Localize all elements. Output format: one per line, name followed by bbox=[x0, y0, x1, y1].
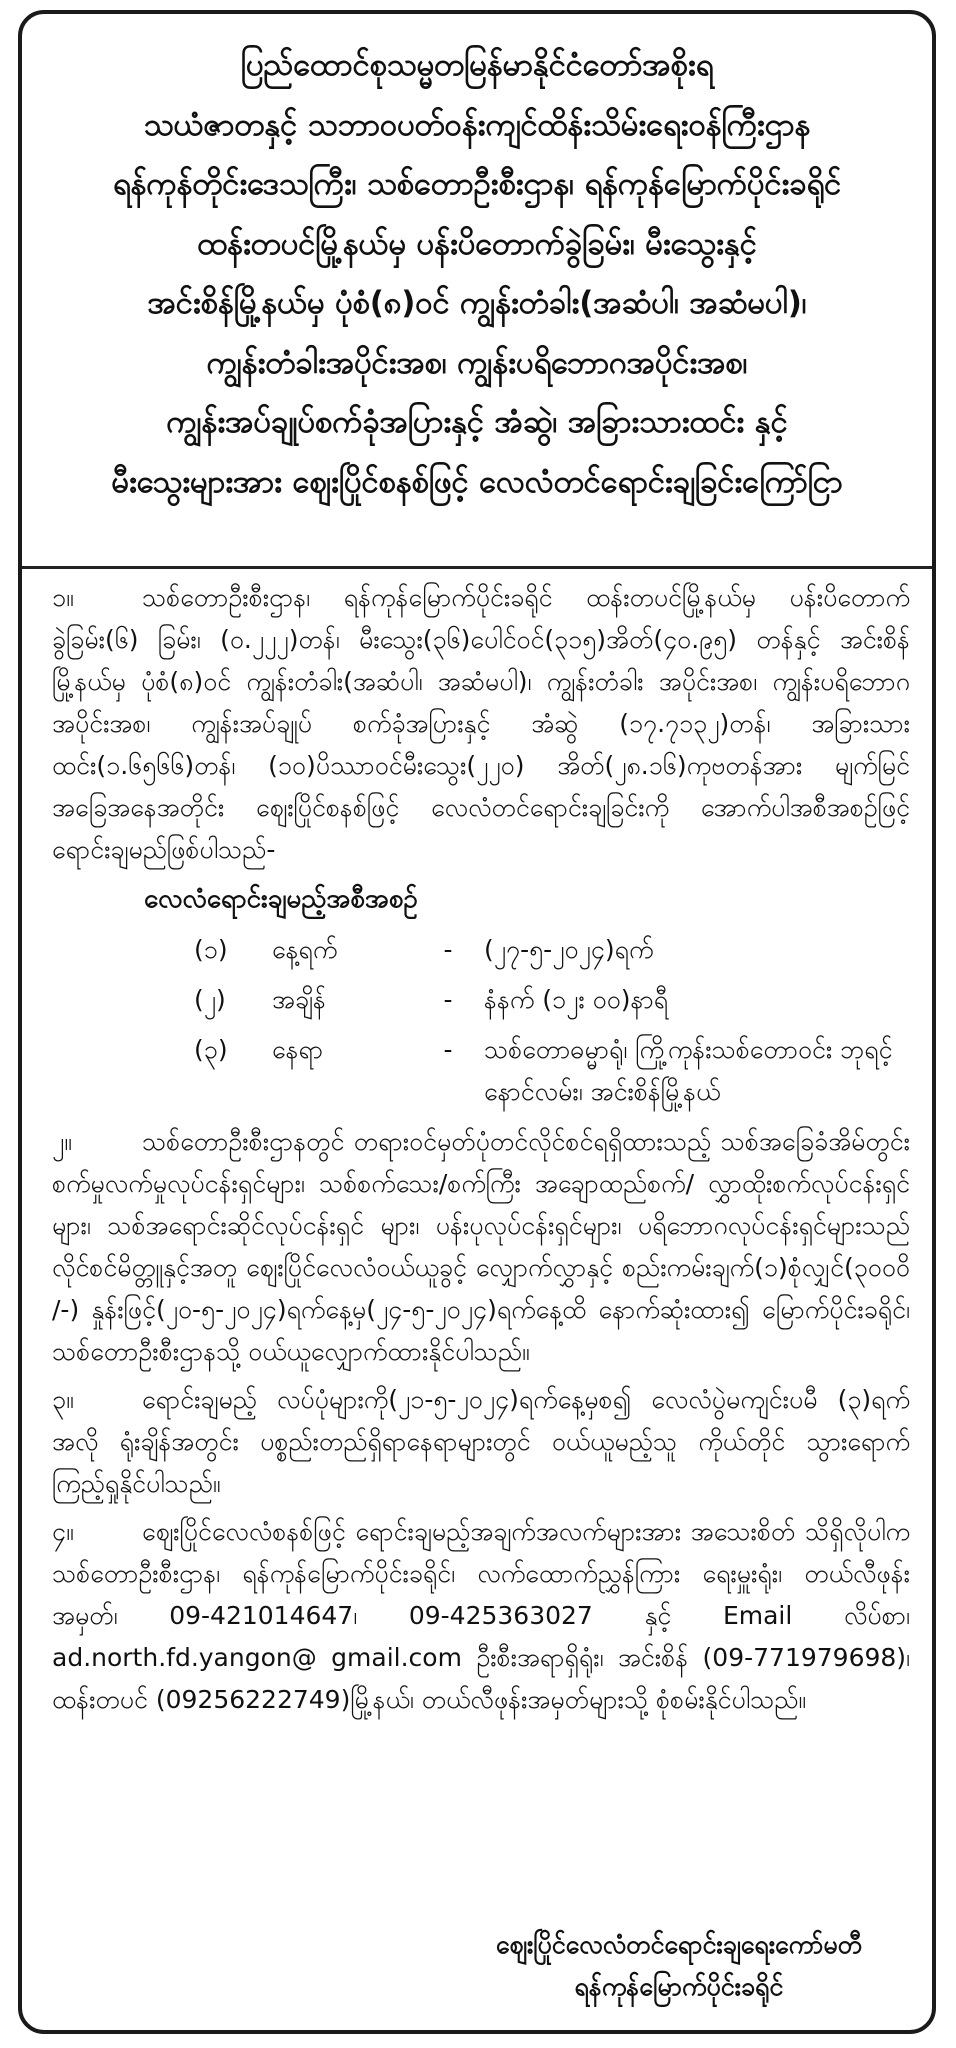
schedule-row-date bbox=[22, 929, 932, 971]
schedule-label: နေ့ရက် bbox=[272, 935, 338, 964]
schedule-dash: - bbox=[443, 935, 453, 964]
paragraph-4 bbox=[22, 1511, 932, 1721]
signature-district: ရန်ကုန်မြောက်ပိုင်းခရိုင် bbox=[574, 1972, 784, 2001]
heading-line: ကျွန်းအပ်ချုပ်စက်ခုံအပြားနှင့် အံဆွဲ၊ အခြားသားထင်း နှင့် bbox=[166, 404, 788, 440]
heading-line: ရန်ကုန်တိုင်းဒေသကြီး၊ သစ်တောဦးစီးဌာန၊ ရန်ကုန်မြောက်ပိုင်းခရိုင် bbox=[112, 166, 842, 202]
schedule-dash: - bbox=[443, 985, 453, 1014]
paragraph-2 bbox=[22, 1121, 932, 1373]
heading-divider bbox=[22, 566, 932, 569]
schedule-number: (၃) bbox=[194, 1035, 228, 1064]
heading-line: အင်းစိန်မြို့နယ်မှ ပုံစံ(၈)ဝင် ကျွန်းတံခါး(အဆံပါ၊ အဆံမပါ)၊ bbox=[147, 285, 807, 321]
schedule-label: နေရာ bbox=[272, 1035, 324, 1064]
paragraph-text: သစ်တောဦးစီးဌာနတွင် တရားဝင်မှတ်ပုံတင်လိုင်စင်ရရှိထားသည့် သစ်အခြေခံအိမ်တွင်း စက်မှုလက်မှုလုပ်ငန်းရှင်များ၊ သစ်စက်သေး/စက်ကြီး အချောထည်စက်/ လွှာထိုးစက်လုပ်ငန်းရှင်များ၊ သစ်အရောင်းဆိုင်လုပ်ငန်းရှင် များ၊ ပန်းပုလုပ်ငန်းရှင်များ၊ ပရိဘောဂလုပ်ငန်းရှင်များသည် လိုင်စင်မိတ္တူနှင့်အတူ ဈေးပြိုင်လေလံဝယ်ယူခွင့် လျှောက်လွှာနှင့် စည်းကမ်းချက်(၁)စုံလျှင်(၃၀၀၀ိ /-) နှုန်းဖြင့်(၂၀-၅-၂၀၂၄)ရက်နေ့မှ(၂၄-၅-၂၀၂၄)ရက်နေ့ထိ နောက်ဆုံးထား၍ မြောက်ပိုင်းခရိုင်၊ သစ်တောဦးစီးဌာနသို့ ဝယ်ယူလျှောက်ထားနိုင်ပါသည်။ bbox=[52, 1127, 910, 1366]
notice-body bbox=[22, 566, 932, 1721]
schedule-value: (၂၇-၅-၂၀၂၄)ရက် bbox=[484, 935, 654, 964]
schedule-number: (၂) bbox=[194, 985, 226, 1014]
heading-line: မီးသွေးများအား ဈေးပြိုင်စနစ်ဖြင့် လေလံတင်ရောင်းချခြင်းကြော်ငြာ bbox=[111, 463, 843, 500]
signature-committee: ဈေးပြိုင်လေလံတင်ရောင်းချရေးကော်မတီ bbox=[495, 1930, 862, 1959]
paragraph-1 bbox=[22, 577, 932, 871]
heading-line: ထန်းတပင်မြို့နယ်မှ ပန်းပိတောက်ခွဲခြမ်း၊ မီးသွေးနှင့် bbox=[197, 225, 757, 262]
paragraph-text: သစ်တောဦးစီးဌာန၊ ရန်ကုန်မြောက်ပိုင်းခရိုင် ထန်းတပင်မြို့နယ်မှ ပန်းပိတောက် ခွဲခြမ်း(၆) ခြမ်း၊ (၀.၂၂၂)တန်၊ မီးသွေး(၃၆)ပေါင်ဝင်(၃၁၅)အိတ်(၄၀.၉၅) တန်နှင့် အင်းစိန်မြို့နယ်မှ ပုံစံ(၈)ဝင် ကျွန်းတံခါး(အဆံပါ၊ အဆံမပါ)၊ ကျွန်းတံခါး အပိုင်းအစ၊ ကျွန်းပရိဘောဂအပိုင်းအစ၊ ကျွန်းအပ်ချုပ် စက်ခုံအပြားနှင့် အံဆွဲ (၁၇.၇၁၃၂)တန်၊ အခြားသားထင်း(၁.၆၅၆၆)တန်၊ (၁၀)ပိဿာဝင်မီးသွေး(၂၂၀) အိတ်(၂၈.၁၆)ကုဗတန်အား မျက်မြင်အခြေအနေအတိုင်း ဈေးပြိုင်စနစ်ဖြင့် လေလံတင်ရောင်းချခြင်းကို အောက်ပါအစီအစဉ်ဖြင့် ရောင်းချမည်ဖြစ်ပါသည်- bbox=[52, 583, 910, 864]
schedule-value: နံနက် (၁၂း ၀၀)နာရီ bbox=[484, 985, 669, 1014]
paragraph-text: ရောင်းချမည့် လပ်ပုံများကို(၂၁-၅-၂၀၂၄)ရက်နေ့မှစ၍ လေလံပွဲမကျင်းပမီ (၃)ရက်အလို ရုံးချိန်အတွင်း ပစ္စည်းတည်ရှိရာနေရာများတွင် ဝယ်ယူမည့်သူ ကိုယ်တိုင် သွားရောက်ကြည့်ရှုနိုင်ပါသည်။ bbox=[52, 1385, 910, 1498]
schedule-dash: - bbox=[443, 1035, 453, 1064]
heading-line: ပြည်ထောင်စုသမ္မတမြန်မာနိုင်ငံတော်အစိုးရ bbox=[240, 47, 714, 83]
schedule-number: (၁) bbox=[194, 935, 228, 964]
paragraph-number: ၂။ bbox=[52, 1127, 72, 1156]
schedule-row-time bbox=[22, 979, 932, 1021]
schedule-row-place bbox=[22, 1029, 932, 1113]
heading-line: သယံဇာတနှင့် သဘာဝပတ်ဝန်းကျင်ထိန်းသိမ်းရေးဝန်ကြီးဌာန bbox=[143, 106, 811, 143]
paragraph-number: ၄။ bbox=[52, 1517, 74, 1546]
schedule-title: လေလံရောင်းချမည့်အစီအစဉ် bbox=[144, 884, 418, 914]
notice-frame bbox=[18, 10, 936, 2034]
notice-heading bbox=[22, 14, 932, 512]
paragraph-number: ၃။ bbox=[52, 1385, 74, 1414]
paragraph-text: ဈေးပြိုင်လေလံစနစ်ဖြင့် ရောင်းချမည့်အချက်အလက်များအား အသေးစိတ် သိရှိလိုပါက သစ်တောဦးစီးဌာန၊ ရန်ကုန်မြောက်ပိုင်းခရိုင်၊ လက်ထောက်ညွှန်ကြား ရေးမှူးရုံး၊ တယ်လီဖုန်းအမှတ်၊ 09-421014647၊ 09-425363027 နှင့် Email လိပ်စာ၊ ad.north.fd.yangon@ gmail.com ဦးစီးအရာရှိရုံး၊ အင်းစိန် (09-771979698)၊ ထန်းတပင် (09256222749)မြို့နယ်၊ တယ်လီဖုန်းအမှတ်များသို့ စုံစမ်းနိုင်ပါသည်။ bbox=[52, 1517, 910, 1714]
paragraph-number: ၁။ bbox=[52, 583, 74, 612]
heading-line: ကျွန်းတံခါးအပိုင်းအစ၊ ကျွန်းပရိဘောဂအပိုင်းအစ၊ bbox=[206, 344, 748, 381]
schedule-label: အချိန် bbox=[272, 985, 326, 1014]
paragraph-3 bbox=[22, 1379, 932, 1505]
signature-block bbox=[496, 1924, 862, 2008]
schedule-value: သစ်တောဓမ္မာရုံ၊ ကြို့ကုန်းသစ်တောဝင်း ဘုရင့်နောင်လမ်း၊ အင်းစိန်မြို့နယ် bbox=[484, 1035, 893, 1106]
